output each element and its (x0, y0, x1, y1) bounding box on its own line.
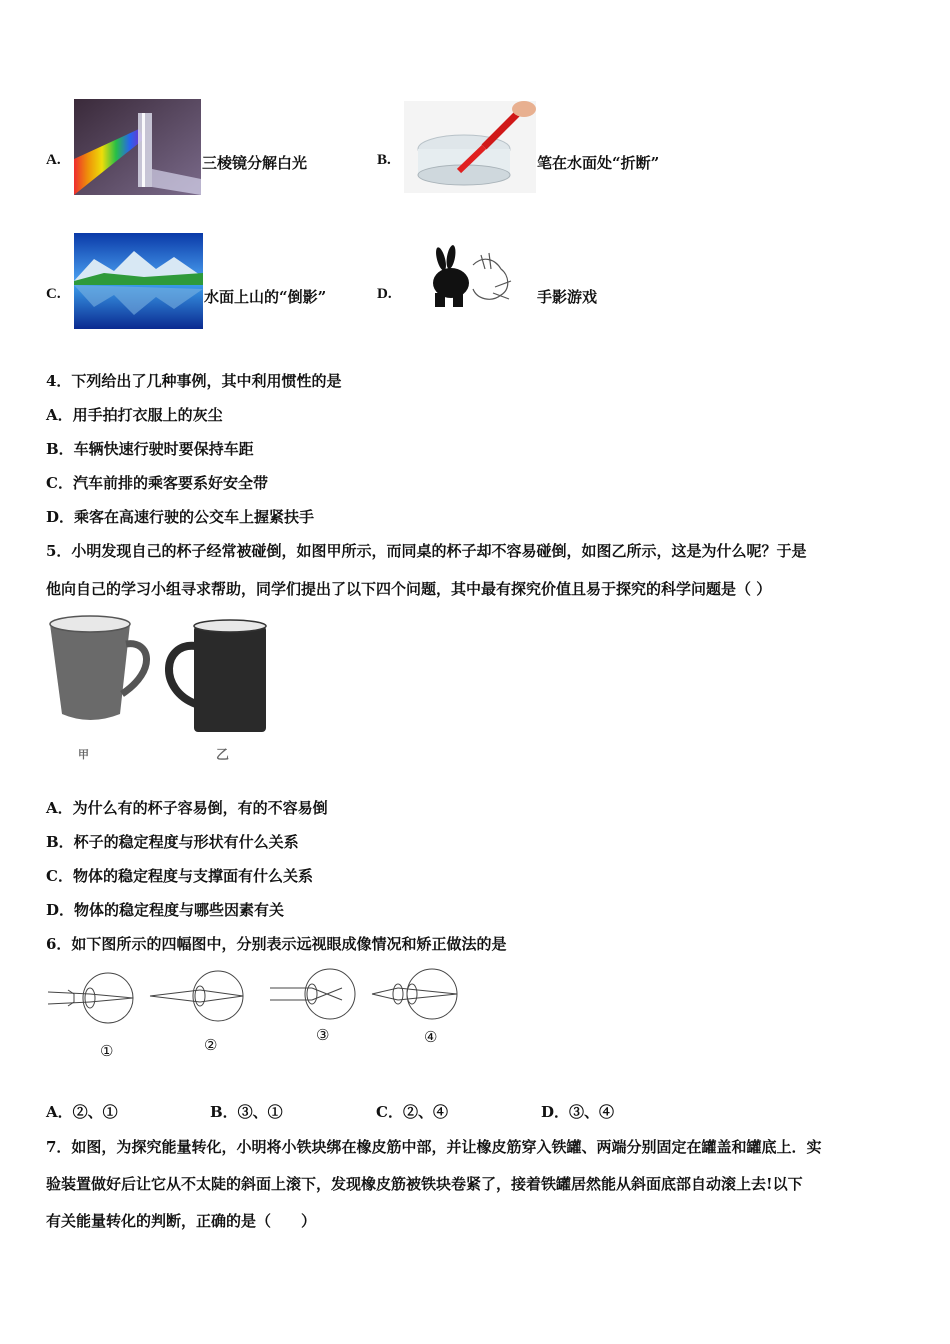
q6-option-c: C．②、④ (376, 1103, 448, 1121)
q4-stem: 4．下列给出了几种事例，其中利用惯性的是 (46, 372, 342, 390)
eye-diagram-1 (48, 973, 133, 1023)
option-label-b: B. (377, 152, 391, 168)
cup-label-jia: 甲 (78, 748, 89, 761)
eye-label-4: ④ (424, 1028, 438, 1046)
eye-diagram-3 (270, 969, 355, 1019)
q6-stem: 6．如下图所示的四幅图中，分别表示远视眼成像情况和矫正做法的是 (46, 935, 507, 953)
q4-option-c: C．汽车前排的乘客要系好安全带 (46, 474, 268, 492)
caption-prism: 三棱镜分解白光 (202, 154, 308, 172)
q6-option-a: A．②、① (46, 1103, 118, 1121)
q5-option-d: D．物体的稳定程度与哪些因素有关 (46, 901, 285, 919)
caption-reflection: 水面上山的“倒影” (204, 288, 327, 306)
eye-label-2: ② (204, 1036, 218, 1054)
caption-hand-shadow: 手影游戏 (537, 288, 598, 306)
pencil-in-water-image (404, 101, 536, 193)
option-label-c: C. (46, 286, 61, 302)
mountain-reflection-image (74, 233, 203, 329)
eye-label-1: ① (100, 1042, 114, 1060)
q5-option-c: C．物体的稳定程度与支撑面有什么关系 (46, 867, 313, 885)
q5-stem-line1: 5．小明发现自己的杯子经常被碰倒，如图甲所示，而同桌的杯子却不容易碰倒，如图乙所示，这是为什么呢？于是 (46, 542, 807, 560)
eye-diagram-4 (372, 969, 457, 1019)
option-label-d: D. (377, 286, 392, 302)
prism-dispersion-image (74, 99, 201, 195)
q5-option-a: A．为什么有的杯子容易倒，有的不容易倒 (46, 799, 328, 817)
q7-line3: 有关能量转化的判断，正确的是（ ） (46, 1212, 317, 1230)
q7-line1: 7．如图，为探究能量转化，小明将小铁块绑在橡皮筋中部，并让橡皮筋穿入铁罐、两端分别固定在罐盖和罐底上．实 (46, 1138, 822, 1156)
q4-option-a: A．用手拍打衣服上的灰尘 (46, 406, 223, 424)
eye-diagram-2 (150, 971, 243, 1021)
caption-pencil: 笔在水面处“折断” (537, 154, 660, 172)
q4-option-b: B．车辆快速行驶时要保持车距 (46, 440, 254, 458)
eye-label-3: ③ (316, 1026, 330, 1044)
cup-label-yi: 乙 (216, 748, 230, 763)
q4-option-d: D．乘客在高速行驶的公交车上握紧扶手 (46, 508, 315, 526)
q5-option-b: B．杯子的稳定程度与形状有什么关系 (46, 833, 299, 851)
q6-option-b: B．③、① (210, 1103, 283, 1121)
cups-figure (46, 610, 276, 765)
q5-stem-line2: 他向自己的学习小组寻求帮助，同学们提出了以下四个问题，其中最有探究价值且易于探究的科学问题是（ ） (46, 580, 772, 598)
q7-line2: 验装置做好后让它从不太陡的斜面上滚下，发现橡皮筋被铁块卷紧了，接着铁罐居然能从斜面底部自动滚上去!以下 (46, 1175, 803, 1193)
eye-diagrams (46, 968, 466, 1063)
hand-shadow-rabbit-image (425, 245, 517, 315)
q6-option-d: D．③、④ (541, 1103, 615, 1121)
option-label-a: A. (46, 152, 61, 168)
